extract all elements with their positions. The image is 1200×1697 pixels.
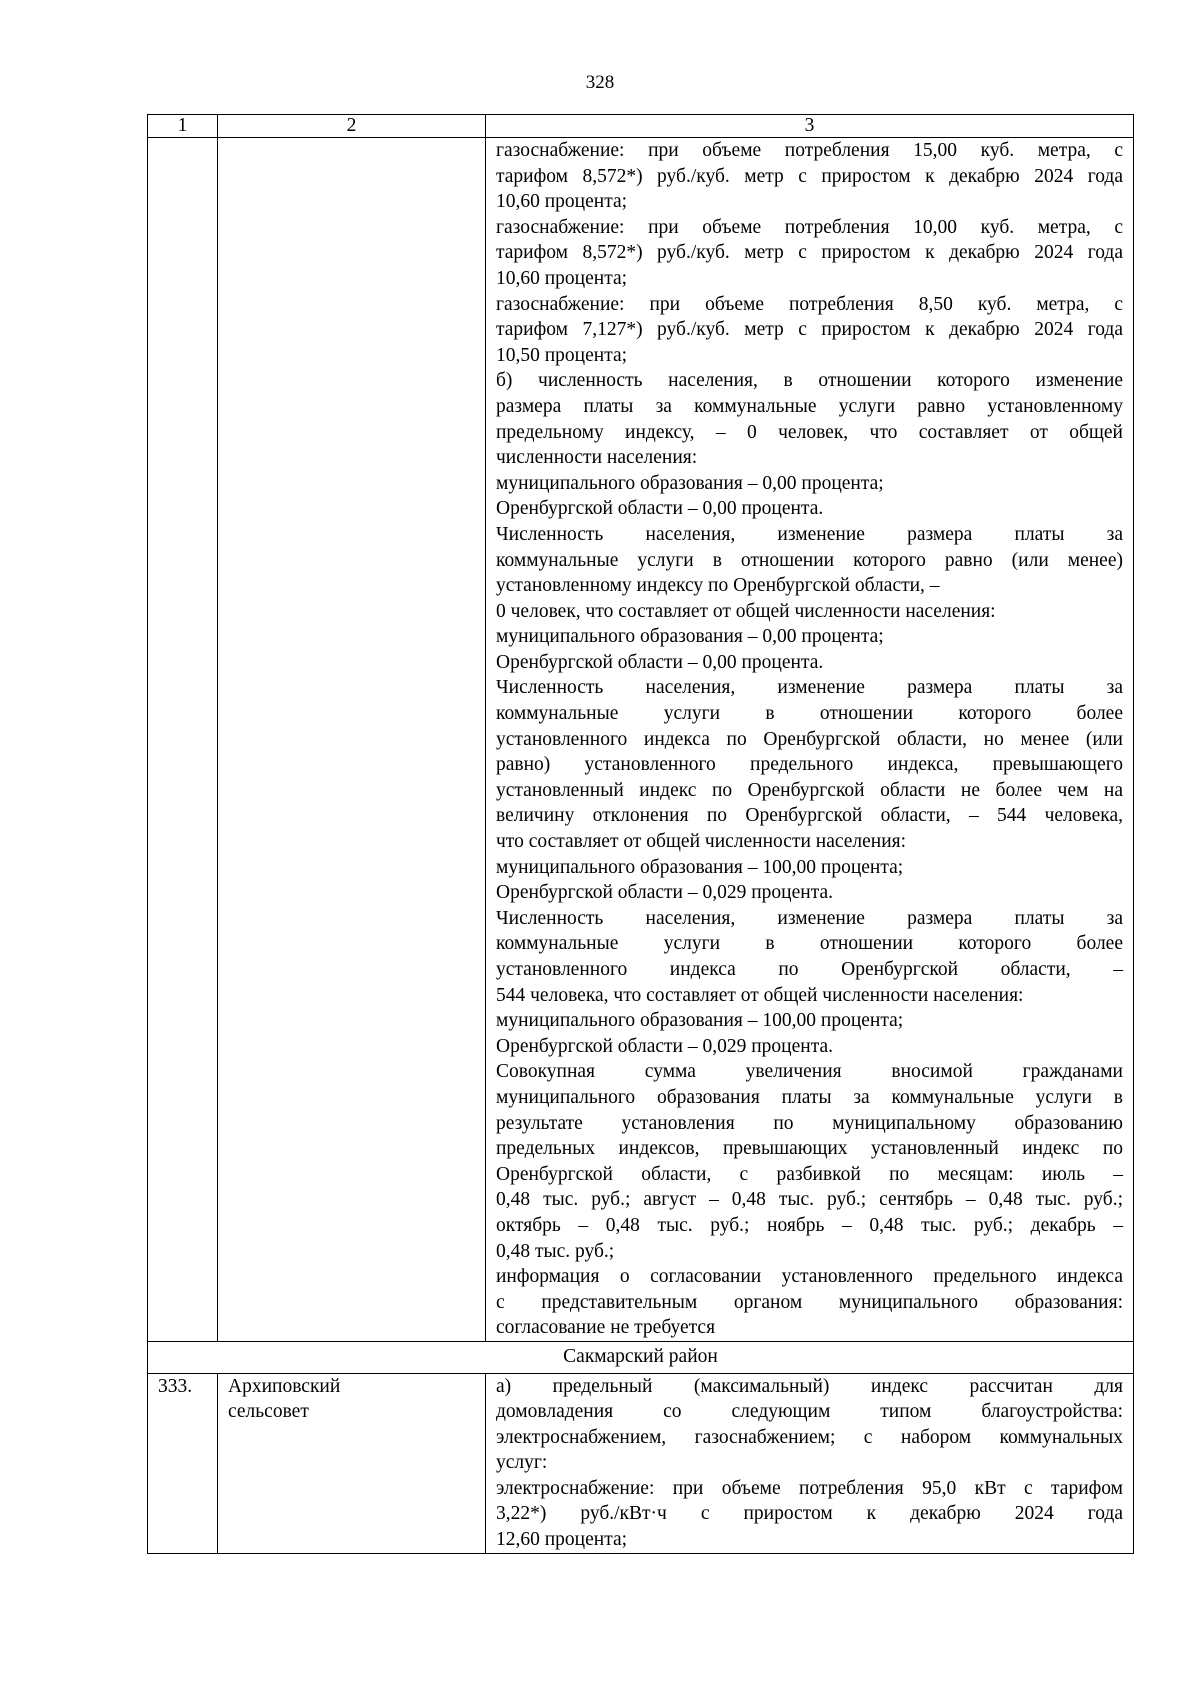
text-line: тарифом 8,572*) руб./куб. метр с приростом к декабрю 2024 года xyxy=(496,165,1123,187)
text-line: электроснабжением, газоснабжением; с набором коммунальных xyxy=(496,1426,1123,1448)
text-line: коммунальные услуги в отношении которого равно (или менее) xyxy=(496,549,1123,571)
text-line: предельных индексов, превышающих установленный индекс по xyxy=(496,1138,1123,1160)
text-line: коммунальные услуги в отношении которого более xyxy=(496,933,1123,955)
text-line: согласование не требуется xyxy=(496,1317,716,1339)
text-line: установленный индекс по Оренбургской области не более чем на xyxy=(496,779,1123,801)
column-header-3: 3 xyxy=(486,115,1134,138)
text-line: Оренбургской области – 0,00 процента. xyxy=(496,651,824,673)
text-line: предельному индексу, – 0 человек, что составляет от общей xyxy=(496,421,1123,443)
document-table xyxy=(147,114,1134,1554)
text-line: 0,48 тыс. руб.; август – 0,48 тыс. руб.; сентябрь – 0,48 тыс. руб.; xyxy=(496,1189,1123,1211)
text-line: численности населения: xyxy=(496,447,698,469)
municipality-name-line: сельсовет xyxy=(228,1401,309,1423)
text-line: 544 человека, что составляет от общей численности населения: xyxy=(496,984,1024,1006)
cell-description xyxy=(486,1373,1134,1553)
text-line: тарифом 7,127*) руб./куб. метр с приростом к декабрю 2024 года xyxy=(496,319,1123,341)
table-row-333 xyxy=(148,1373,1134,1553)
text-line: муниципального образования – 0,00 процента; xyxy=(496,472,884,494)
text-line: электроснабжение: при объеме потребления 95,0 кВт с тарифом xyxy=(496,1477,1123,1499)
text-line: муниципального образования – 100,00 процента; xyxy=(496,1010,904,1032)
text-line: домовладения со следующим типом благоустройства: xyxy=(496,1401,1123,1423)
text-line: результате установления по муниципальному образованию xyxy=(496,1112,1123,1134)
municipality-name-line: Архиповский xyxy=(228,1375,341,1397)
text-line: муниципального образования платы за коммунальные услуги в xyxy=(496,1086,1123,1108)
text-line: газоснабжение: при объеме потребления 15,00 куб. метра, с xyxy=(496,140,1123,161)
column-header-1: 1 xyxy=(148,115,218,138)
page-number: 328 xyxy=(585,72,615,93)
cell-description-continued xyxy=(486,138,1134,1342)
text-line: Оренбургской области – 0,029 процента. xyxy=(496,882,833,904)
text-line: что составляет от общей численности населения: xyxy=(496,831,907,853)
region-row xyxy=(148,1341,1134,1373)
text-line: величину отклонения по Оренбургской области, – 544 человека, xyxy=(496,805,1123,827)
text-line: 3,22*) руб./кВт·ч с приростом к декабрю 2024 года xyxy=(496,1503,1123,1525)
text-line: 0,48 тыс. руб.; xyxy=(496,1240,615,1262)
cell-name-empty xyxy=(218,138,486,1342)
cell-municipality-name xyxy=(218,1373,486,1553)
text-line: информация о согласовании установленного предельного индекса xyxy=(496,1266,1123,1288)
table-row-continued xyxy=(148,138,1134,1342)
text-line: муниципального образования – 100,00 процента; xyxy=(496,856,904,878)
text-line: установленного индекса по Оренбургской области, – xyxy=(496,959,1123,980)
text-line: 10,50 процента; xyxy=(496,344,628,366)
text-line: 10,60 процента; xyxy=(496,191,628,213)
text-line: муниципального образования – 0,00 процента; xyxy=(496,626,884,648)
table-header-row xyxy=(148,115,1134,138)
text-line: коммунальные услуги в отношении которого более xyxy=(496,703,1123,725)
text-line: услуг: xyxy=(496,1452,548,1474)
text-line: размера платы за коммунальные услуги равно установленному xyxy=(496,395,1123,417)
text-line: 0 человек, что составляет от общей численности населения: xyxy=(496,600,996,622)
text-line: установленному индексу по Оренбургской области, – xyxy=(496,575,940,597)
text-line: Оренбургской области, с разбивкой по месяцам: июль – xyxy=(496,1163,1123,1185)
text-line: Численность населения, изменение размера платы за xyxy=(496,907,1123,929)
text-line: газоснабжение: при объеме потребления 8,50 куб. метра, с xyxy=(496,293,1123,315)
text-line: 12,60 процента; xyxy=(496,1529,628,1551)
text-line: Оренбургской области – 0,029 процента. xyxy=(496,1035,833,1057)
text-line: Численность населения, изменение размера платы за xyxy=(496,523,1123,545)
region-title: Сакмарский район xyxy=(148,1341,1134,1373)
text-line: с представительным органом муниципального образования: xyxy=(496,1291,1123,1313)
text-line: газоснабжение: при объеме потребления 10,00 куб. метра, с xyxy=(496,216,1123,238)
text-line: установленного индекса по Оренбургской области, но менее (или xyxy=(496,728,1123,750)
text-line: Совокупная сумма увеличения вносимой гражданами xyxy=(496,1061,1123,1083)
column-header-2: 2 xyxy=(218,115,486,138)
text-line: тарифом 8,572*) руб./куб. метр с приростом к декабрю 2024 года xyxy=(496,242,1123,264)
text-line: равно) установленного предельного индекса, превышающего xyxy=(496,754,1123,776)
text-line: Оренбургской области – 0,00 процента. xyxy=(496,498,824,520)
text-line: а) предельный (максимальный) индекс рассчитан для xyxy=(496,1375,1123,1397)
cell-number: 333. xyxy=(148,1373,218,1553)
text-line: октябрь – 0,48 тыс. руб.; ноябрь – 0,48 тыс. руб.; декабрь – xyxy=(496,1214,1123,1236)
text-line: б) численность населения, в отношении которого изменение xyxy=(496,370,1123,392)
text-line: 10,60 процента; xyxy=(496,267,628,289)
text-line: Численность населения, изменение размера платы за xyxy=(496,677,1123,699)
cell-number-empty xyxy=(148,138,218,1342)
